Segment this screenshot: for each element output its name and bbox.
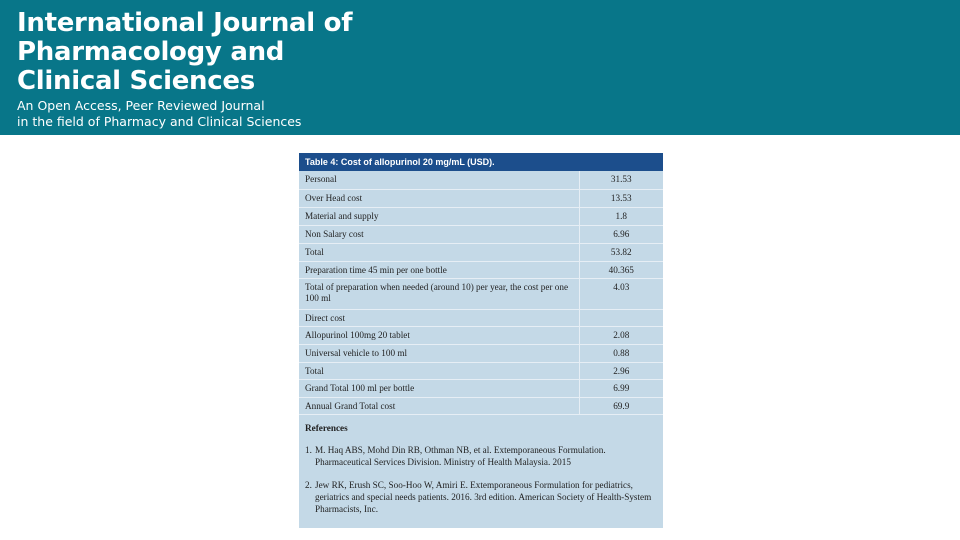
row-label: Total of preparation when needed (around 10) per year, the cost per one 100 ml: [299, 278, 579, 309]
journal-title-line: Pharmacology and: [17, 37, 285, 67]
row-value: 31.53: [579, 171, 663, 189]
reference-text: M. Haq ABS, Mohd Din RB, Othman NB, et al. Extemporaneous Formulation. Pharmaceutical Services Division. Ministry of Health Malaysia. 2015: [315, 444, 606, 467]
row-value: 6.96: [579, 225, 663, 243]
table-row: [299, 225, 663, 243]
row-label: Total: [299, 243, 579, 261]
row-value: 2.08: [579, 326, 663, 344]
reference-item: [305, 444, 657, 468]
row-label: Preparation time 45 min per one bottle: [299, 261, 579, 278]
table-row: [299, 171, 663, 189]
journal-title-line: International Journal of: [17, 8, 353, 38]
journal-title: [17, 9, 352, 96]
row-label: Direct cost: [299, 309, 579, 326]
row-label: Material and supply: [299, 207, 579, 225]
row-label: Over Head cost: [299, 189, 579, 207]
row-value: 53.82: [579, 243, 663, 261]
row-value: 40.365: [579, 261, 663, 278]
journal-subtitle-line: in the field of Pharmacy and Clinical Sciences: [17, 114, 302, 129]
table-row: [299, 379, 663, 397]
row-label: Allopurinol 100mg 20 tablet: [299, 326, 579, 344]
row-value: 13.53: [579, 189, 663, 207]
row-label: Non Salary cost: [299, 225, 579, 243]
row-value: 6.99: [579, 379, 663, 397]
journal-title-line: Clinical Sciences: [17, 66, 255, 96]
journal-subtitle-line: An Open Access, Peer Reviewed Journal: [17, 98, 265, 113]
table-row: [299, 362, 663, 379]
table-row: [299, 207, 663, 225]
row-value: [579, 309, 663, 326]
row-value: 2.96: [579, 362, 663, 379]
row-label: Universal vehicle to 100 ml: [299, 344, 579, 362]
table-row: [299, 326, 663, 344]
table-row: [299, 278, 663, 309]
document-excerpt: [299, 153, 663, 528]
row-label: Total: [299, 362, 579, 379]
table-row: [299, 243, 663, 261]
cost-table: [299, 171, 663, 415]
row-label: Personal: [299, 171, 579, 189]
journal-subtitle: [17, 98, 301, 130]
reference-number: 2.: [305, 479, 312, 490]
journal-banner: [0, 0, 960, 135]
references-heading: References: [305, 422, 348, 433]
row-value: 1.8: [579, 207, 663, 225]
table-row: [299, 397, 663, 414]
row-value: 4.03: [579, 278, 663, 309]
table-row: [299, 189, 663, 207]
row-value: 69.9: [579, 397, 663, 414]
table-caption: Table 4: Cost of allopurinol 20 mg/mL (USD).: [299, 153, 663, 171]
reference-number: 1.: [305, 444, 312, 455]
reference-text: Jew RK, Erush SC, Soo-Hoo W, Amiri E. Extemporaneous Formulation for pediatrics, geriatrics and special needs patients. 2016. 3rd edition. American Society of Health-System Pharmacists, Inc.: [315, 479, 652, 514]
table-row: [299, 344, 663, 362]
row-label: Grand Total 100 ml per bottle: [299, 379, 579, 397]
row-label: Annual Grand Total cost: [299, 397, 579, 414]
table-row: [299, 309, 663, 326]
table-row: [299, 261, 663, 278]
references-section: [299, 415, 663, 515]
reference-item: [305, 479, 657, 515]
row-value: 0.88: [579, 344, 663, 362]
